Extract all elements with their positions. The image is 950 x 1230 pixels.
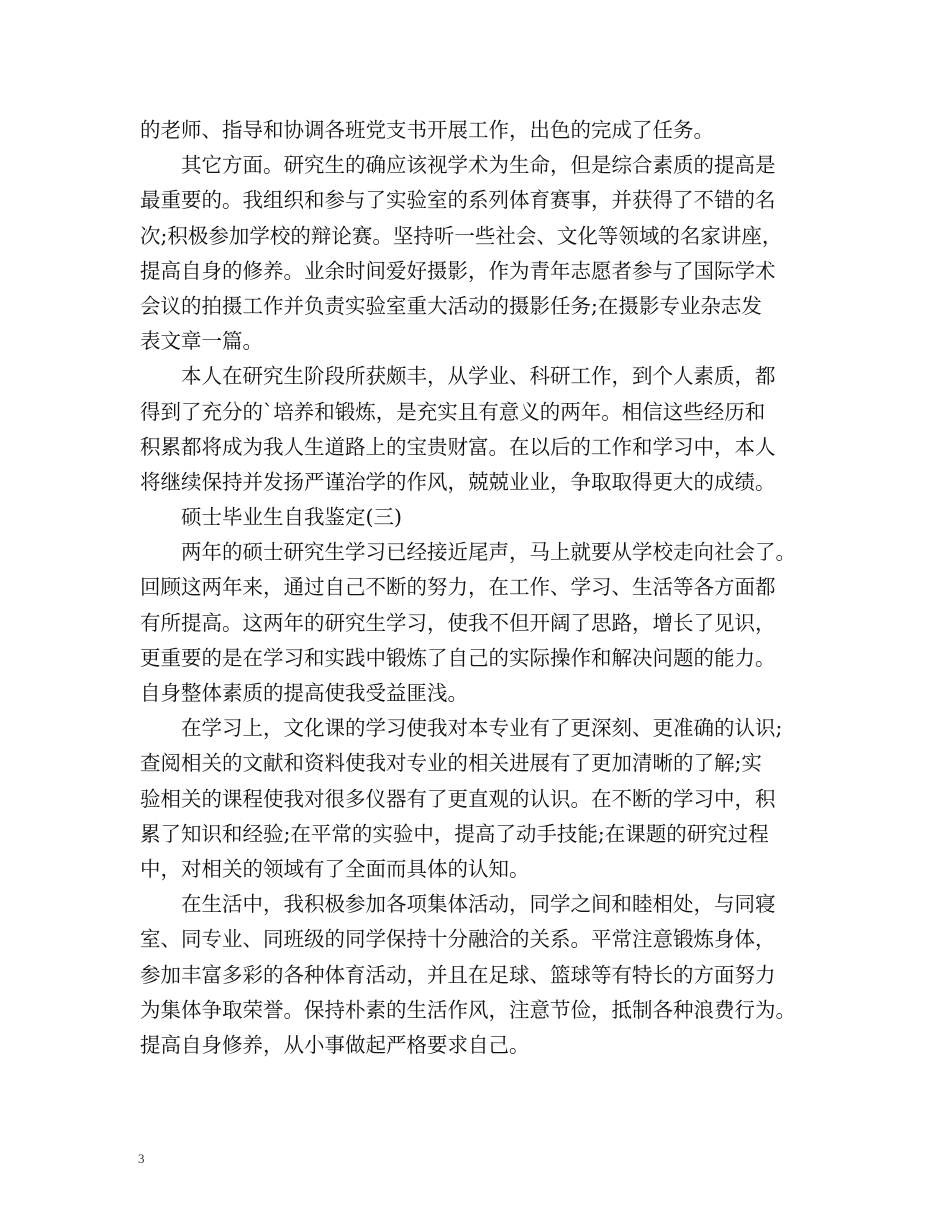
- text-line: 积累都将成为我人生道路上的宝贵财富。在以后的工作和学习中，本人: [140, 434, 776, 459]
- text-line: 其它方面。研究生的确应该视学术为生命，但是综合素质的提高是: [140, 153, 776, 178]
- text-line: 为集体争取荣誉。保持朴素的生活作风，注意节俭，抵制各种浪费行为。: [140, 997, 796, 1022]
- text-line: 表文章一篇。: [140, 329, 263, 354]
- document-body: [140, 113, 830, 1063]
- text-line: 自身整体素质的提高使我受益匪浅。: [140, 681, 468, 705]
- text-line: 有所提高。这两年的研究生学习，使我不但开阔了思路，增长了见识，: [140, 610, 776, 635]
- text-line: 累了知识和经验;在平常的实验中，提高了动手技能;在课题的研究过程: [140, 821, 769, 846]
- text-line: 验相关的课程使我对很多仪器有了更直观的认识。在不断的学习中，积: [140, 786, 776, 811]
- text-line: 本人在研究生阶段所获颇丰，从学业、科研工作，到个人素质，都: [140, 364, 776, 389]
- text-line: 在学习上，文化课的学习使我对本专业有了更深刻、更准确的认识;: [140, 716, 783, 741]
- text-line: 更重要的是在学习和实践中锻炼了自己的实际操作和解决问题的能力。: [140, 645, 776, 670]
- text-line: 将继续保持并发扬严谨治学的作风，兢兢业业，争取取得更大的成绩。: [140, 469, 776, 494]
- text-line: 次;积极参加学校的辩论赛。坚持听一些社会、文化等领域的名家讲座，: [140, 223, 783, 248]
- text-line: 的老师、指导和协调各班党支书开展工作，出色的完成了任务。: [140, 118, 714, 142]
- text-line: 得到了充分的`培养和锻炼，是充实且有意义的两年。相信这些经历和: [140, 399, 766, 424]
- text-line: 最重要的。我组织和参与了实验室的系列体育赛事，并获得了不错的名: [140, 188, 776, 213]
- text-line: 会议的拍摄工作并负责实验室重大活动的摄影任务;在摄影专业杂志发: [140, 293, 762, 318]
- page-number: 3: [138, 1151, 145, 1166]
- text-line: 在生活中，我积极参加各项集体活动，同学之间和睦相处，与同寝: [140, 892, 776, 917]
- text-line: 提高自身修养，从小事做起严格要求自己。: [140, 1032, 530, 1057]
- text-line: 参加丰富多彩的各种体育活动，并且在足球、篮球等有特长的方面努力: [140, 962, 776, 987]
- text-line: 两年的硕士研究生学习已经接近尾声，马上就要从学校走向社会了。: [140, 540, 796, 565]
- section-heading: 硕士毕业生自我鉴定(三): [140, 505, 402, 530]
- text-line: 室、同专业、同班级的同学保持十分融洽的关系。平常注意锻炼身体，: [140, 927, 776, 952]
- text-line: 中，对相关的领域有了全面而具体的认知。: [140, 856, 530, 881]
- text-line: 提高自身的修养。业余时间爱好摄影，作为青年志愿者参与了国际学术: [140, 258, 776, 283]
- text-line: 查阅相关的文献和资料使我对专业的相关进展有了更加清晰的了解;实: [140, 751, 762, 776]
- text-line: 回顾这两年来，通过自己不断的努力，在工作、学习、生活等各方面都: [140, 575, 776, 600]
